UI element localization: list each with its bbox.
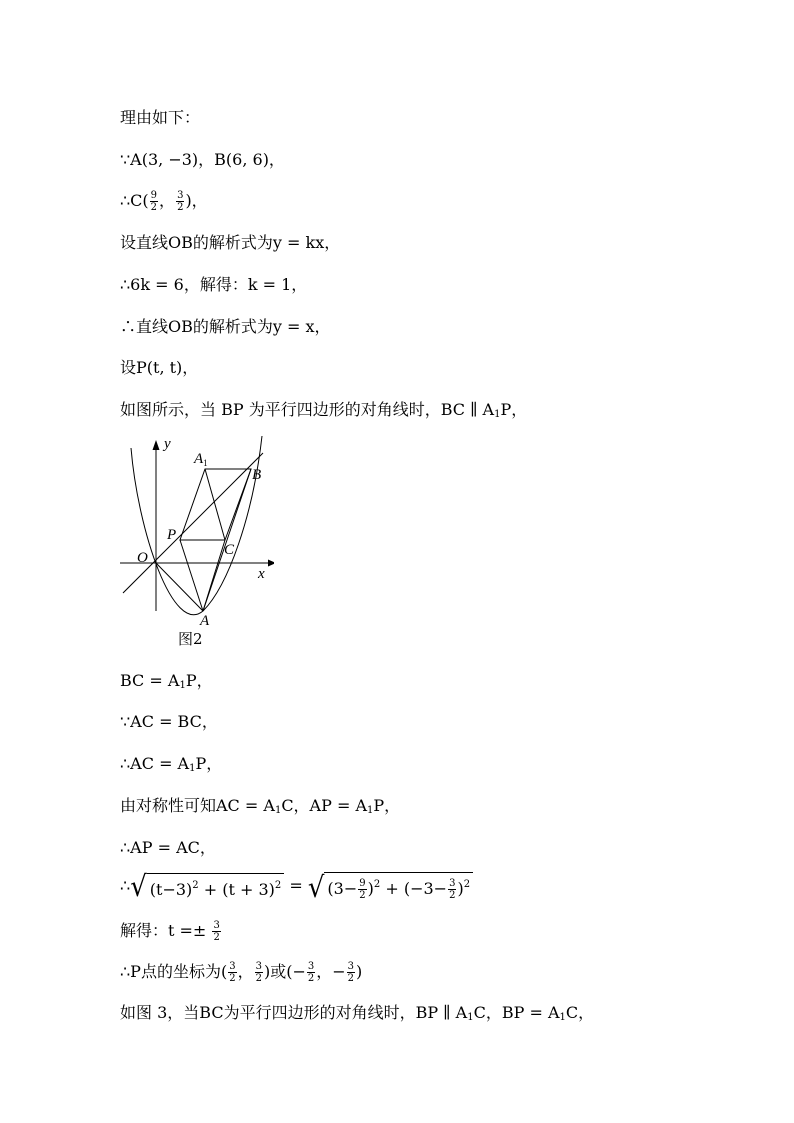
text-line-solve-k: ∴6k = 6，解得：k = 1， bbox=[120, 275, 308, 294]
text-segment: ， bbox=[237, 962, 254, 981]
text-segment: 如图所示，当 BP 为平行四边形的对角线时，BC ∥ A bbox=[120, 400, 495, 419]
numerator: 3 bbox=[449, 878, 456, 889]
denominator: 2 bbox=[177, 202, 184, 213]
label-y: y bbox=[164, 436, 171, 452]
fraction bbox=[307, 961, 315, 984]
numerator: 3 bbox=[213, 920, 220, 931]
label-a: A bbox=[200, 613, 210, 629]
numerator: 3 bbox=[255, 961, 262, 972]
text-line-p-coordinates bbox=[120, 961, 362, 984]
denominator: 2 bbox=[307, 973, 315, 984]
text-segment: 解得：t =± bbox=[120, 921, 207, 940]
text-line-sqrt-equation bbox=[120, 870, 473, 905]
fraction bbox=[212, 920, 220, 943]
text-segment: ) bbox=[367, 879, 374, 898]
text-segment: )， bbox=[185, 191, 208, 210]
text-segment: (3− bbox=[327, 879, 358, 898]
text-line-given-points: ∵A(3, −3)，B(6, 6)， bbox=[120, 150, 285, 169]
denominator: 2 bbox=[150, 202, 158, 213]
text-segment: C，BP = A bbox=[473, 1003, 560, 1022]
denominator: 2 bbox=[449, 890, 456, 901]
fraction bbox=[255, 961, 263, 984]
parabola-parallelogram-figure bbox=[118, 436, 274, 636]
text-line-ac-bc: ∵AC = BC， bbox=[120, 712, 218, 731]
radicand bbox=[147, 873, 285, 900]
y-axis-arrow bbox=[153, 440, 160, 450]
text-segment: C， bbox=[565, 1003, 595, 1022]
fraction bbox=[448, 878, 456, 901]
text-line-ac-a1p bbox=[120, 754, 222, 779]
superscript: 2 bbox=[463, 879, 471, 890]
text-segment: ∴C( bbox=[120, 191, 149, 210]
text-segment: 由对称性可知AC = A bbox=[120, 796, 275, 815]
text-segment: BC = A bbox=[120, 671, 180, 690]
radicand bbox=[324, 872, 473, 901]
label-o: O bbox=[137, 550, 148, 566]
text-segment: ，− bbox=[316, 962, 346, 981]
segment-pa bbox=[180, 540, 203, 611]
label-b: B bbox=[252, 467, 262, 483]
numerator: 9 bbox=[150, 190, 158, 201]
numerator: 3 bbox=[229, 961, 236, 972]
text-line-case-bc bbox=[120, 1003, 594, 1028]
denominator: 2 bbox=[213, 932, 220, 943]
diagonal-a1c bbox=[205, 469, 225, 540]
x-axis-arrow bbox=[268, 560, 274, 567]
subscript: 1 bbox=[467, 1012, 474, 1023]
fraction bbox=[176, 190, 184, 213]
radical-sign: √ bbox=[130, 870, 147, 904]
numerator: 3 bbox=[307, 961, 315, 972]
text-line-solve-t bbox=[120, 920, 222, 943]
text-segment: ∴P点的坐标为( bbox=[120, 962, 228, 981]
segment-oa bbox=[156, 563, 203, 611]
denominator: 2 bbox=[229, 973, 236, 984]
text-segment: ∴AC = A bbox=[120, 754, 190, 773]
fraction bbox=[347, 961, 355, 984]
text-segment: )或(− bbox=[263, 962, 306, 981]
text-segment: + (t + 3) bbox=[198, 880, 275, 899]
text-line-symmetry bbox=[120, 796, 400, 821]
text-segment: = bbox=[284, 876, 308, 895]
fraction bbox=[228, 961, 236, 984]
text-segment: ) bbox=[356, 962, 363, 981]
subscript: 1 bbox=[179, 680, 186, 691]
superscript: 2 bbox=[373, 879, 381, 890]
fraction bbox=[150, 190, 158, 213]
numerator: 3 bbox=[347, 961, 355, 972]
subscript: 1 bbox=[274, 805, 282, 816]
square-root bbox=[130, 870, 284, 904]
text-line-ap-ac: ∴AP = AC， bbox=[120, 838, 216, 857]
text-line-set-p: 设P(t, t)， bbox=[120, 358, 199, 377]
denominator: 2 bbox=[347, 973, 355, 984]
denominator: 2 bbox=[359, 890, 366, 901]
text-line-set-ob: 设直线OB的解析式为y = kx， bbox=[120, 233, 341, 252]
label-a1: $A_1$ bbox=[194, 451, 208, 468]
text-segment: P， bbox=[373, 796, 401, 815]
numerator: 9 bbox=[359, 878, 366, 889]
denominator: 2 bbox=[255, 973, 262, 984]
figure-caption: 图2 bbox=[178, 630, 203, 648]
text-line-case-bp bbox=[120, 400, 527, 425]
square-root bbox=[307, 871, 473, 905]
text-segment: C，AP = A bbox=[281, 796, 368, 815]
superscript: 2 bbox=[192, 880, 199, 891]
text-segment: P， bbox=[500, 400, 528, 419]
subscript: 1 bbox=[494, 409, 501, 420]
text-line-point-c bbox=[120, 190, 208, 213]
text-segment: ， bbox=[159, 191, 176, 210]
text-segment: + (−3− bbox=[380, 879, 448, 898]
radical-sign: √ bbox=[307, 871, 325, 905]
superscript: 2 bbox=[274, 880, 282, 891]
text-line-bc-eq bbox=[120, 671, 213, 696]
numerator: 3 bbox=[177, 190, 184, 201]
text-segment: 如图 3，当BC为平行四边形的对角线时，BP ∥ A bbox=[120, 1003, 468, 1022]
subscript: 1 bbox=[559, 1012, 566, 1023]
text-segment: ∴ bbox=[120, 876, 131, 895]
text-line-reason: 理由如下： bbox=[120, 108, 201, 127]
label-x: x bbox=[258, 566, 265, 582]
text-segment: ) bbox=[457, 879, 464, 898]
label-p: P bbox=[167, 527, 177, 543]
label-c: C bbox=[224, 542, 235, 558]
subscript: 1 bbox=[367, 805, 374, 816]
subscript: 1 bbox=[189, 763, 196, 774]
text-segment: P， bbox=[195, 754, 223, 773]
text-segment: (t−3) bbox=[149, 880, 193, 899]
text-segment: P， bbox=[185, 671, 213, 690]
fraction bbox=[358, 878, 366, 901]
text-line-ob-equation: ∴直线OB的解析式为y = x， bbox=[120, 317, 331, 336]
